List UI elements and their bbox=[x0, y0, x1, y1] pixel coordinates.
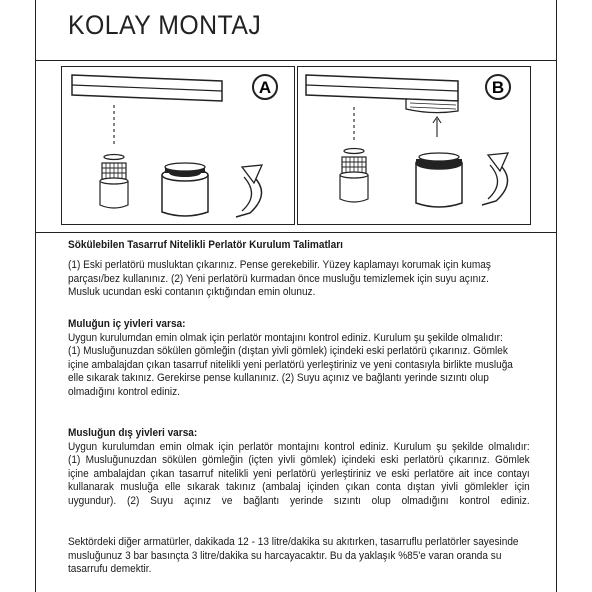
diagram-a bbox=[61, 66, 295, 225]
thread-inside-aerator-icon bbox=[62, 67, 294, 224]
title-divider bbox=[35, 60, 557, 61]
footer-paragraph bbox=[68, 536, 519, 577]
footer-line: musluğunuz 3 bar basınçta 3 litre/dakika su harcayacaktır. Bu da yaklaşık %85'e varan oranda su bbox=[68, 549, 502, 562]
intro-paragraph bbox=[68, 259, 491, 300]
section-inner-heading: Muluğun iç yivleri varsa: bbox=[68, 318, 186, 330]
footer-line: tasarrufu demektir. bbox=[68, 563, 152, 576]
section-outer-line: uygundur). (2) Suyu açınız ve bağlantı yerinde sızıntı olup olmadığını kontrol ediniz. bbox=[68, 494, 530, 507]
section-inner-line: elle sıkarak takınız. Gerekirse pense kullanınız. (2) Suyu açınız ve bağlantı yerinde sızıntı olup bbox=[68, 372, 489, 385]
instructions-heading: Sökülebilen Tasarruf Nitelikli Perlatör Kurulum Talimatları bbox=[68, 239, 343, 251]
section-outer-line: içine ambalajdan çıkan tasarruf nitelikli yeni perlatörü yerleştiriniz ve eski perlatöre ait ince contayı bbox=[68, 467, 530, 480]
intro-line: Musluk ucundan eski contanın çıktığından emin olunuz. bbox=[68, 286, 316, 299]
section-inner-line: olmadığını kontrol ediniz. bbox=[68, 385, 180, 398]
section-outer-thread bbox=[68, 427, 530, 509]
section-outer-line: Uygun kurulumdan emin olmak için perlatör montajını kontrol ediniz. Kurulum şu şekilde olmalıdır: bbox=[68, 440, 530, 453]
section-inner-line: (1) Musluğunuzdan sökülen gömleğin (dıştan yivli gömlek) içindeki eski perlatörü çıkarınız. Gömlek bbox=[68, 345, 508, 358]
intro-line: parçası/bez kullanınız. (2) Yeni perlatörü kurmadan önce musluğu temizlemek için suyu açınız. bbox=[68, 272, 489, 285]
footer-line: Sektördeki diğer armatürler, dakikada 12 - 13 litre/dakika su akıtırken, tasarruflu perlatörler sayesinde bbox=[68, 536, 519, 548]
diagram-divider bbox=[35, 232, 557, 233]
section-outer-heading: Musluğun dış yivleri varsa: bbox=[68, 427, 198, 439]
intro-line: (1) Eski perlatörü musluktan çıkarınız. Pense gerekebilir. Yüzey kaplamayı korumak için kumaş bbox=[68, 259, 491, 271]
section-inner-line: Uygun kurulumdan emin olmak için perlatör montajını kontrol ediniz. Kurulum şu şekilde olmalıdır: bbox=[68, 331, 503, 344]
page-title: KOLAY MONTAJ bbox=[68, 10, 262, 40]
section-inner-line: içine ambalajdan çıkan tasarruf nitelikli yeni perlatörü yerleştiriniz ve yeni contasıyla birlikte musluğa bbox=[68, 358, 513, 371]
section-outer-line: kullanarak musluğa elle sıkarak takınız (ambalaj içinden çıkan conta dıştan yivli gömlekler için bbox=[68, 481, 530, 494]
diagram-a-label: A bbox=[258, 78, 272, 97]
diagram-b-label: B bbox=[491, 78, 505, 97]
thread-outside-aerator-icon bbox=[298, 67, 530, 224]
diagram-b bbox=[297, 66, 531, 225]
section-inner-thread bbox=[68, 318, 513, 400]
section-outer-line: (1) Musluğunuzdan sökülen gömleğin (içten yivli gömlek) içindeki eski perlatörü çıkarınız. Gömlek bbox=[68, 454, 530, 467]
